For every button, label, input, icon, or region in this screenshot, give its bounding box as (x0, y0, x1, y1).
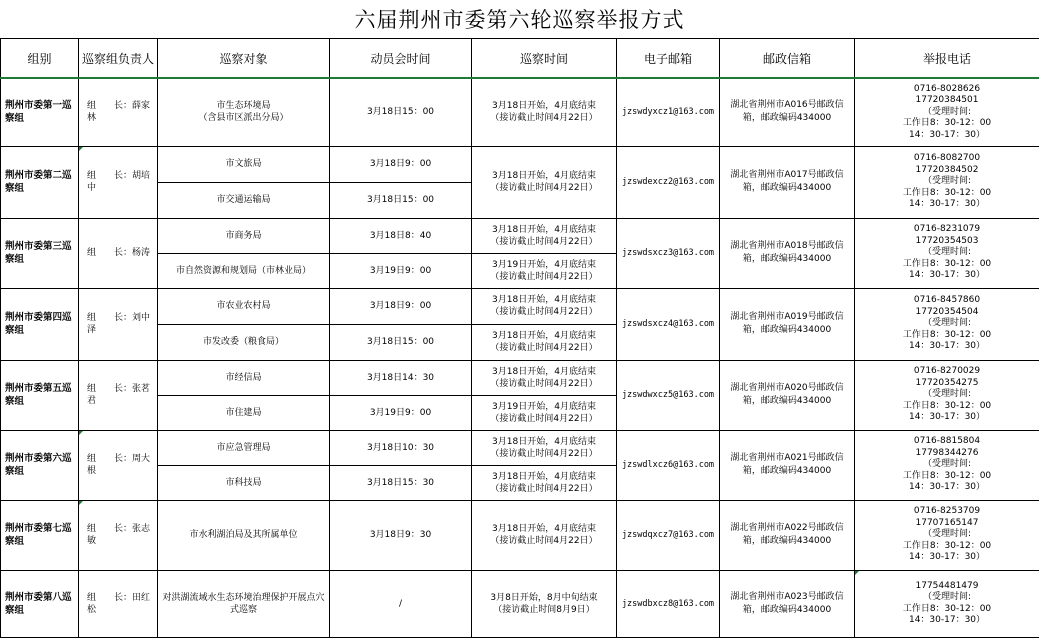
leader-header: 巡察组负责人 (79, 39, 158, 79)
group-name: 荆州市委第七巡察组 (1, 500, 79, 570)
group-name: 荆州市委第五巡察组 (1, 360, 79, 430)
email-address: jzswdqxcz7@163.com (617, 500, 720, 570)
postal-box: 湖北省荆州市A018号邮政信箱，邮政编码434000 (720, 218, 855, 288)
group-leader: 组 长：薛家林 (79, 78, 158, 146)
report-phone: 0716-8028626 17720384501 （受理时间: 工作日8：30-12：00 14：30-17：30） (855, 78, 1039, 146)
report-phone: 0716-8082700 17720384502 （受理时间: 工作日8：30-12：00 14：30-17：30） (855, 146, 1039, 218)
table-row (1, 430, 1039, 465)
mobilization-time: 3月18日8：40 (330, 218, 472, 253)
inspection-target: 市水利湖泊局及其所属单位 (158, 500, 330, 570)
group-name: 荆州市委第一巡察组 (1, 78, 79, 146)
mobilization-time: 3月18日15：00 (330, 324, 472, 360)
group-header: 组别 (1, 39, 79, 79)
group-leader: 组 长：杨涛 (79, 218, 158, 288)
mobilization-time: 3月19日9：00 (330, 395, 472, 430)
inspection-period: 3月18日开始，4月底结束 （接访截止时间4月22日） (472, 430, 617, 465)
table-row (1, 288, 1039, 324)
inspection-target: 市文旅局 (158, 146, 330, 182)
inspection-target: 市经信局 (158, 360, 330, 395)
postal-box: 湖北省荆州市A023号邮政信箱，邮政编码434000 (720, 570, 855, 637)
report-phone: 0716-8231079 17720354503 （受理时间: 工作日8：30-12：00 14：30-17：30） (855, 218, 1039, 288)
mobilization-header: 动员会时间 (330, 39, 472, 79)
table-row (1, 500, 1039, 570)
inspection-target: 市生态环境局 （含县市区派出分局） (158, 78, 330, 146)
inspection-period: 3月18日开始，4月底结束 （接访截止时间4月22日） (472, 465, 617, 500)
mobilization-time: / (330, 570, 472, 637)
page-title: 六届荆州市委第六轮巡察举报方式 (0, 0, 1039, 38)
group-name: 荆州市委第八巡察组 (1, 570, 79, 637)
table-row (1, 146, 1039, 182)
inspection-period: 3月18日开始，4月底结束 （接访截止时间4月22日） (472, 78, 617, 146)
inspection-target: 市交通运输局 (158, 182, 330, 218)
target-header: 巡察对象 (158, 39, 330, 79)
postal-box: 湖北省荆州市A020号邮政信箱，邮政编码434000 (720, 360, 855, 430)
inspection-target: 市自然资源和规划局（市林业局） (158, 253, 330, 288)
inspection-period: 3月19日开始，4月底结束 （接访截止时间4月22日） (472, 253, 617, 288)
inspection-target: 市应急管理局 (158, 430, 330, 465)
mobilization-time: 3月18日15：00 (330, 182, 472, 218)
mobilization-time: 3月19日9：00 (330, 253, 472, 288)
report-phone: 0716-8815804 17798344276 （受理时间: 工作日8：30-12：00 14：30-17：30） (855, 430, 1039, 500)
table-row (1, 218, 1039, 253)
group-name: 荆州市委第三巡察组 (1, 218, 79, 288)
mobilization-time: 3月18日15：00 (330, 78, 472, 146)
period-header: 巡察时间 (472, 39, 617, 79)
inspection-period: 3月18日开始，4月底结束 （接访截止时间4月22日） (472, 218, 617, 253)
postal-box: 湖北省荆州市A022号邮政信箱，邮政编码434000 (720, 500, 855, 570)
inspection-target: 市发改委（粮食局） (158, 324, 330, 360)
group-name: 荆州市委第六巡察组 (1, 430, 79, 500)
group-leader: 组 长：田红松 (79, 570, 158, 637)
table-row (1, 570, 1039, 637)
report-phone: 17754481479 （受理时间: 工作日8：30-12：00 14：30-17：30） (855, 570, 1039, 637)
group-name: 荆州市委第二巡察组 (1, 146, 79, 218)
inspection-period: 3月18日开始，4月底结束 （接访截止时间4月22日） (472, 324, 617, 360)
header-row (1, 39, 1039, 79)
email-address: jzswdsxcz3@163.com (617, 218, 720, 288)
email-address: jzswdexcz2@163.com (617, 146, 720, 218)
table-row (1, 78, 1039, 146)
email-address: jzswdsxcz4@163.com (617, 288, 720, 360)
phone-header: 举报电话 (855, 39, 1039, 79)
postal-header: 邮政信箱 (720, 39, 855, 79)
inspection-period: 3月8日开始，8月中旬结束 （接访截止时间8月9日） (472, 570, 617, 637)
email-address: jzswdlxcz6@163.com (617, 430, 720, 500)
inspection-period: 3月19日开始，4月底结束 （接访截止时间4月22日） (472, 395, 617, 430)
group-leader: 组 长：胡培中 (79, 146, 158, 218)
email-header: 电子邮箱 (617, 39, 720, 79)
email-address: jzswdwxcz5@163.com (617, 360, 720, 430)
report-phone: 0716-8270029 17720354275 （受理时间: 工作日8：30-12：00 14：30-17：30） (855, 360, 1039, 430)
report-phone: 0716-8457860 17720354504 （受理时间: 工作日8：30-12：00 14：30-17：30） (855, 288, 1039, 360)
mobilization-time: 3月18日15：30 (330, 465, 472, 500)
group-leader: 组 长：刘中泽 (79, 288, 158, 360)
mobilization-time: 3月18日14：30 (330, 360, 472, 395)
group-leader: 组 长：张茗君 (79, 360, 158, 430)
table-body (1, 78, 1039, 637)
inspection-target: 市住建局 (158, 395, 330, 430)
inspection-period: 3月18日开始，4月底结束 （接访截止时间4月22日） (472, 500, 617, 570)
group-leader: 组 长：张志敏 (79, 500, 158, 570)
inspection-period: 3月18日开始，4月底结束 （接访截止时间4月22日） (472, 288, 617, 324)
report-table (0, 38, 1039, 638)
mobilization-time: 3月18日9：30 (330, 500, 472, 570)
mobilization-time: 3月18日10：30 (330, 430, 472, 465)
inspection-target: 市农业农村局 (158, 288, 330, 324)
inspection-period: 3月18日开始，4月底结束 （接访截止时间4月22日） (472, 146, 617, 218)
inspection-period: 3月18日开始，4月底结束 （接访截止时间4月22日） (472, 360, 617, 395)
group-name: 荆州市委第四巡察组 (1, 288, 79, 360)
report-phone: 0716-8253709 17707165147 （受理时间: 工作日8：30-12：00 14：30-17：30） (855, 500, 1039, 570)
postal-box: 湖北省荆州市A021号邮政信箱，邮政编码434000 (720, 430, 855, 500)
email-address: jzswdyxcz1@163.com (617, 78, 720, 146)
mobilization-time: 3月18日9：00 (330, 146, 472, 182)
table-row (1, 360, 1039, 395)
inspection-target: 市科技局 (158, 465, 330, 500)
inspection-target: 市商务局 (158, 218, 330, 253)
mobilization-time: 3月18日9：00 (330, 288, 472, 324)
postal-box: 湖北省荆州市A019号邮政信箱，邮政编码434000 (720, 288, 855, 360)
email-address: jzswdbxcz8@163.com (617, 570, 720, 637)
postal-box: 湖北省荆州市A016号邮政信箱，邮政编码434000 (720, 78, 855, 146)
inspection-target: 对洪湖流域水生态环境治理保护开展点穴式巡察 (158, 570, 330, 637)
group-leader: 组 长：周大根 (79, 430, 158, 500)
postal-box: 湖北省荆州市A017号邮政信箱，邮政编码434000 (720, 146, 855, 218)
